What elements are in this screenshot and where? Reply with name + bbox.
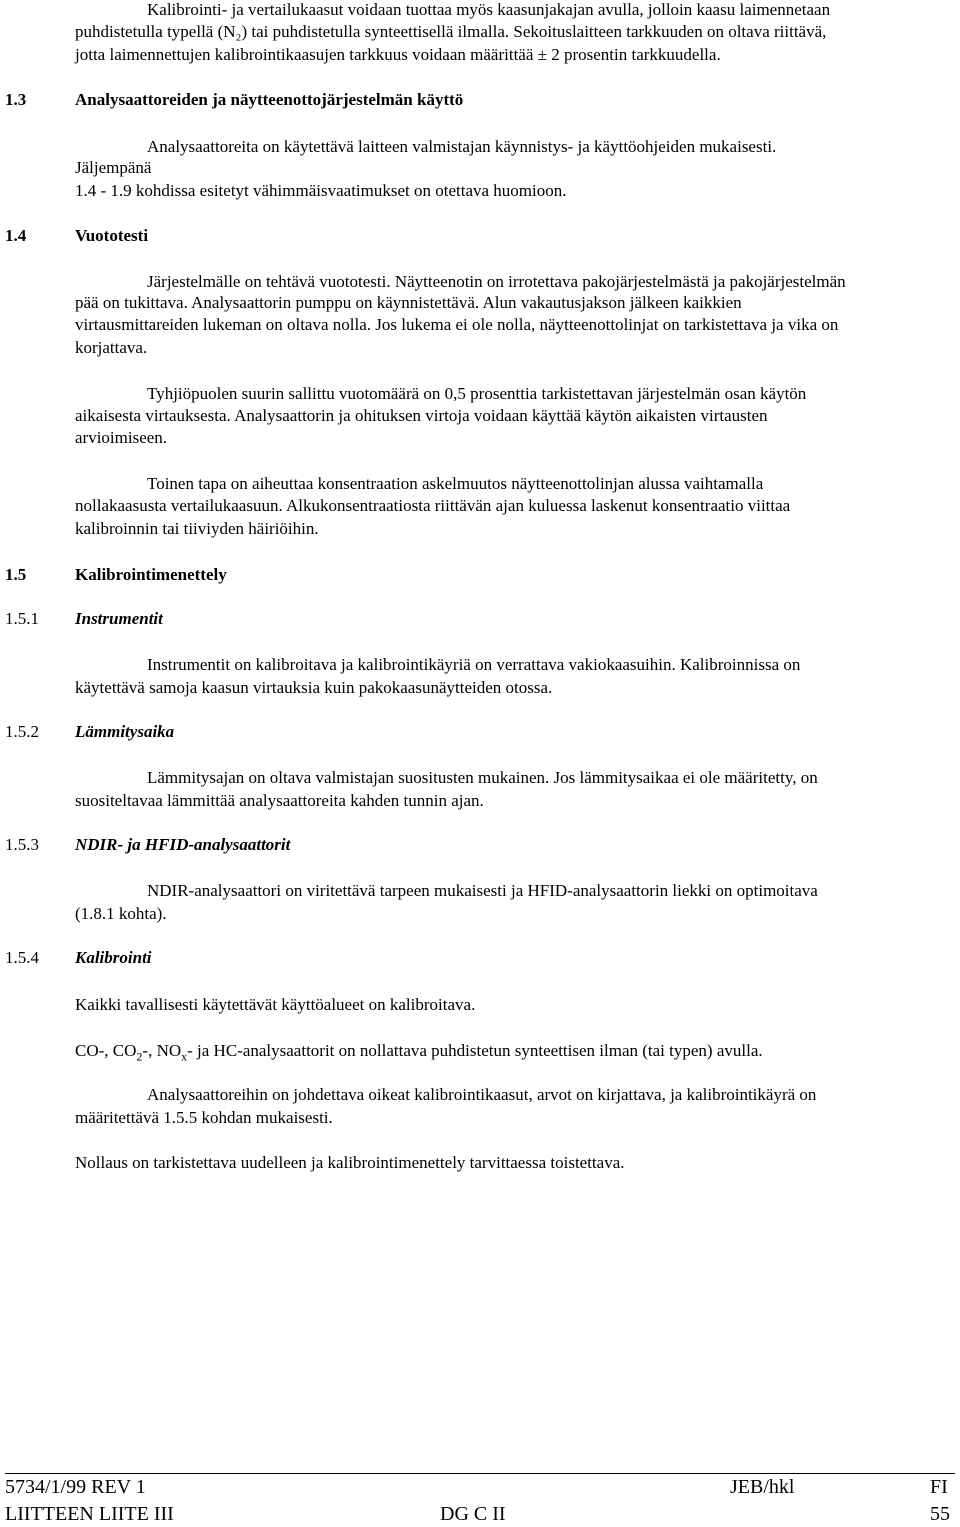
paragraph-line: aikaisesta virtauksesta. Analysaattorin ja ohituksen virtoja voidaan käyttää käytön aikaisten virtausten [75,406,768,425]
text-run: - ja HC-analysaattorit on nollattava puhdistetun synteettisen ilman (tai typen) avulla. [187,1041,763,1060]
paragraph-line: Instrumentit on kalibroitava ja kalibrointikäyriä on verrattava vakiokaasuihin. Kalibroinnissa on [147,655,801,674]
section-number: 1.5 [5,565,27,584]
subsection-number: 1.5.4 [5,948,39,967]
section-number: 1.4 [5,226,27,245]
paragraph-line: Kaikki tavallisesti käytettävät käyttöalueet on kalibroitava. [75,995,476,1014]
text-run: CO-, CO [75,1041,137,1060]
paragraph-line: NDIR-analysaattori on viritettävä tarpeen mukaisesti ja HFID-analysaattorin liekki on optimoitava [147,881,818,900]
paragraph-line: suositeltavaa lämmittää analysaattoreita kahden tunnin ajan. [75,791,484,810]
footer-language: FI [930,1476,948,1498]
paragraph-line: määritettävä 1.5.5 kohdan mukaisesti. [75,1108,333,1127]
subscript: x [181,1049,188,1064]
intro-line-3: jotta laimennettujen kalibrointikaasujen tarkkuus voidaan määrittää ± 2 prosentin tarkkuudella. [75,45,721,64]
paragraph-line: käytettävä samoja kaasun virtauksia kuin pakokaasunäytteiden otossa. [75,678,553,697]
text-run: -, NO [142,1041,182,1060]
paragraph-line: kalibroinnin tai tiiviyden häiriöihin. [75,519,319,538]
subsection-heading: NDIR- ja HFID-analysaattorit [75,835,291,854]
footer-annex: LIITTEEN LIITE III [5,1503,174,1525]
footer-rule [5,1473,955,1474]
paragraph-line: nollakaasusta vertailukaasuun. Alkukonsentraatiosta riittävän ajan kuluessa laskenut konsentraatio viittaa [75,496,791,515]
section-heading: Kalibrointimenettely [75,565,227,584]
section-heading: Analysaattoreiden ja näytteenottojärjestelmän käyttö [75,90,464,109]
subsection-number: 1.5.3 [5,835,39,854]
paragraph-line: Nollaus on tarkistettava uudelleen ja kalibrointimenettely tarvittaessa toistettava. [75,1153,625,1172]
intro-line-2: puhdistetulla typellä (N₂) tai puhdistetulla synteettisellä ilmalla. Sekoituslaitteen tarkkuuden on oltava riittävä, [75,22,827,41]
subsection-heading: Lämmitysaika [75,722,175,741]
paragraph-line: pää on tukittava. Analysaattorin pumppu on käynnistettävä. Alun vakautusjakson jälkeen kaikkien [75,293,742,312]
footer-page-number: 55 [930,1503,950,1525]
subsection-number: 1.5.2 [5,722,39,741]
subsection-number: 1.5.1 [5,609,39,628]
section-heading: Vuototesti [75,226,149,245]
footer-initials: JEB/hkl [730,1476,795,1498]
paragraph-line: Toinen tapa on aiheuttaa konsentraation askelmuutos näytteenottolinjan alussa vaihtamalla [147,474,764,493]
footer-dg: DG C II [440,1503,506,1525]
paragraph-line: Analysaattoreihin on johdettava oikeat kalibrointikaasut, arvot on kirjattava, ja kalibrointikäyrä on [147,1085,817,1104]
paragraph-line [75,1040,763,1067]
paragraph-line: Järjestelmälle on tehtävä vuototesti. Näytteenotin on irrotettava pakojärjestelmästä ja pakojärjestelmän [147,272,846,291]
footer-document-number: 5734/1/99 REV 1 [5,1476,146,1498]
paragraph-line: virtausmittareiden lukeman on oltava nolla. Jos lukema ei ole nolla, näytteenottolinjat on tarkistettava ja vika on [75,315,839,334]
paragraph-line: arvioimiseen. [75,428,168,447]
subscript: 2 [136,1049,143,1064]
paragraph-line: Jäljempänä [75,158,152,177]
paragraph-line: 1.4 - 1.9 kohdissa esitetyt vähimmäisvaatimukset on otettava huomioon. [75,181,567,200]
paragraph-line: (1.8.1 kohta). [75,904,167,923]
subsection-heading: Instrumentit [75,609,163,628]
section-number: 1.3 [5,90,27,109]
paragraph-line: Tyhjiöpuolen suurin sallittu vuotomäärä on 0,5 prosenttia tarkistettavan järjestelmän osan käytön [147,384,807,403]
subsection-heading: Kalibrointi [75,948,152,967]
intro-line-1: Kalibrointi- ja vertailukaasut voidaan tuottaa myös kaasunjakajan avulla, jolloin kaasu laimennetaan [147,0,831,19]
paragraph-line: korjattava. [75,338,148,357]
paragraph-line: Analysaattoreita on käytettävä laitteen valmistajan käynnistys- ja käyttöohjeiden mukaisesti. [147,137,777,156]
paragraph-line: Lämmitysajan on oltava valmistajan suositusten mukainen. Jos lämmitysaikaa ei ole määritetty, on [147,768,818,787]
